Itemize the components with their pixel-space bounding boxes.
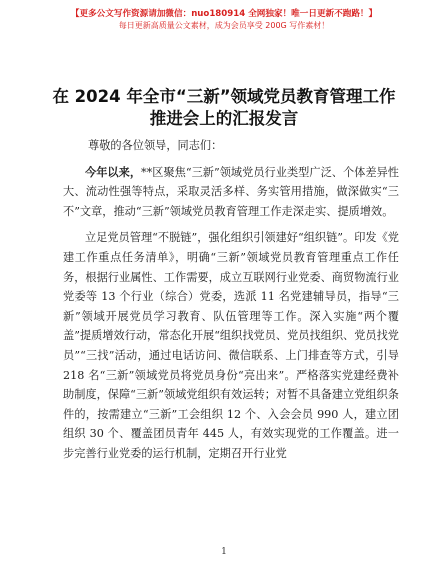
paragraph-1 bbox=[63, 163, 399, 222]
paragraph-1-text: **区聚焦“三新”领域党员行业类型广泛、个体差异性大、流动性强等特点，采取灵活多样、务实管用措施，做深做实“三不”文章，推动“三新”领域党员教育管理工作走深走实、提质增效。 bbox=[63, 165, 399, 218]
document-body bbox=[63, 136, 399, 471]
page-number: 1 bbox=[221, 547, 227, 557]
promo-banner bbox=[0, 8, 448, 32]
salutation: 尊敬的各位领导，同志们： bbox=[88, 139, 223, 152]
promo-banner-line-2: 每日更新高质量公文素材，成为会员享受 200G 写作素材！ bbox=[118, 21, 330, 30]
promo-banner-line-1: 【更多公文写作资源请加微信：nuo180914 全网独家！唯一日更新不跑路！】 bbox=[70, 9, 378, 19]
title-line-1: 在 2024 年全市“三新”领域党员教育管理工作 bbox=[52, 87, 396, 106]
title-line-2: 推进会上的汇报发言 bbox=[149, 109, 299, 128]
paragraph-1-lead: 今年以来， bbox=[85, 164, 142, 179]
document-title bbox=[40, 86, 408, 130]
paragraph-2: 立足党员管理“不脱链”，强化组织引领建好“组织链”。印发《党建工作重点任务清单》，明确“三新”领域党员教育管理重点工作任务，根据行业属性、工作需要，成立互联网行业党委、商贸物流行业党委等 13 个行业（综合）党委，选派 11 名党建辅导员，指导“三新”领域开展党员学习教育、队伍管理等工作。深入实施“两个覆盖”提质增效行动，常态化开展“组织找党员、党员找组织、党员找党员”“三找”活动，通过电话访问、微信联系、上门排查等方式，引导 218 名“三新”领域党员将党员身份“亮出来”。严格落实党建经费补助制度，保障“三新”领域党组织有效运转；对暂不具备建立党组织条件的，按需建立“三新”工会组织 12 个、入会会员 990 人，建立团组织 30 个、覆盖团员青年 445 人，有效实现党的工作覆盖。进一步完善行业党委的运行机制，定期召开行业党 bbox=[63, 231, 399, 460]
